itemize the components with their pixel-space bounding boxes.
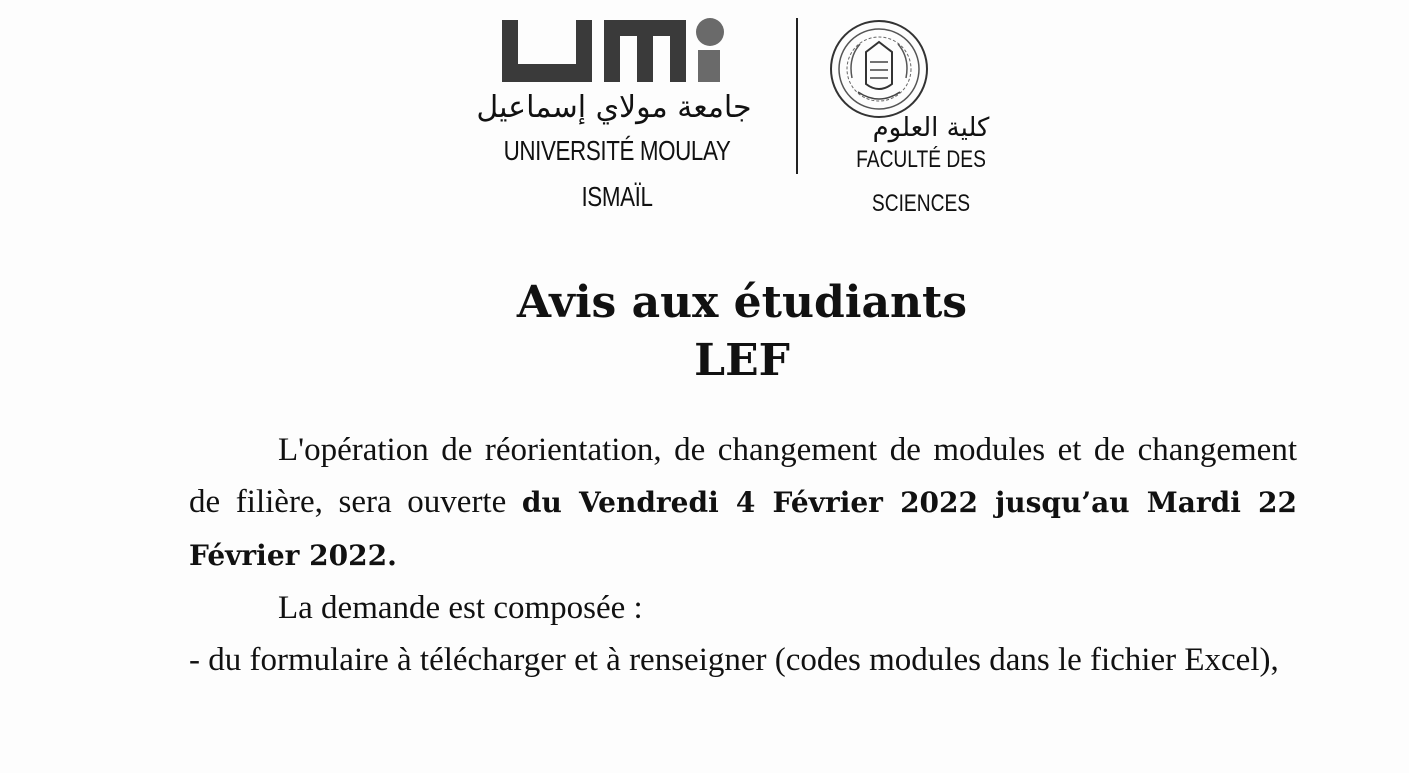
kingdom-seal-icon bbox=[828, 18, 930, 120]
paragraph-opening-dates bbox=[189, 424, 1297, 582]
notice-title-line2: LEF bbox=[694, 335, 790, 386]
opening-dates: du Vendredi 4 Février 2022 jusqu’au Mardi 22 Février 2022. bbox=[189, 486, 1297, 572]
university-arabic-name: جامعة مولاي إسماعيل bbox=[476, 90, 752, 125]
university-name: UNIVERSITÉ MOULAY ISMAÏL bbox=[503, 135, 731, 212]
list-item: - du formulaire à télécharger et à renseigner (codes modules dans le fichier Excel), bbox=[189, 642, 1279, 678]
document-header bbox=[0, 0, 1409, 217]
header-divider bbox=[796, 18, 798, 174]
paragraph-intro-text: L'opération de réorientation, de changement de modules et de changement de filière, sera ouverte bbox=[189, 432, 1297, 520]
faculty-name: FACULTÉ DES SCIENCES bbox=[856, 146, 986, 217]
faculty-arabic-name: كلية العلوم bbox=[872, 113, 990, 143]
umi-logo bbox=[496, 16, 728, 86]
notice-title bbox=[0, 274, 1409, 390]
notice-title-line1: Avis aux étudiants bbox=[516, 277, 968, 328]
paragraph-request-composition: La demande est composée : bbox=[278, 590, 643, 626]
notice-body bbox=[189, 424, 1297, 686]
